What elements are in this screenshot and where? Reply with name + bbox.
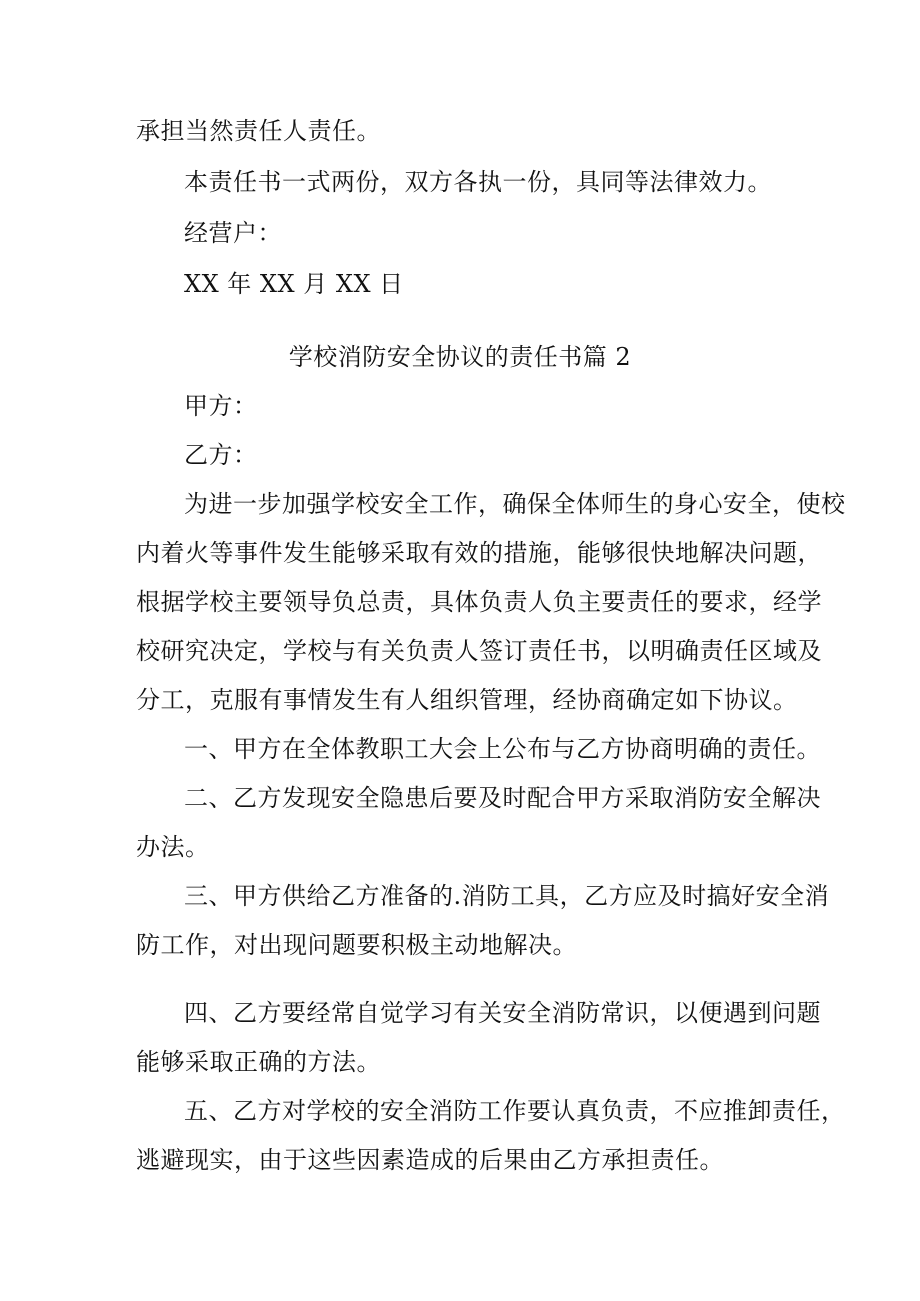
clause-2: 二、乙方发现安全隐患后要及时配合甲方采取消防安全解决 — [184, 784, 821, 812]
clause-2-cont: 办法。 — [136, 833, 210, 861]
clause-4: 四、乙方要经常自觉学习有关安全消防常识，以便遇到问题 — [184, 999, 821, 1027]
clause-5: 五、乙方对学校的安全消防工作要认真负责，不应推卸责任， — [184, 1097, 846, 1125]
clause-5-cont: 逃避现实，由于这些因素造成的后果由乙方承担责任。 — [136, 1146, 724, 1174]
paragraph-line: 为进一步加强学校安全工作，确保全体师生的身心安全，使校 — [184, 490, 846, 518]
text-line: 承担当然责任人责任。 — [136, 117, 381, 145]
paragraph-line: 内着火等事件发生能够采取有效的措施，能够很快地解决问题， — [136, 539, 822, 567]
date-line: XX 年 XX 月 XX 日 — [184, 270, 404, 298]
paragraph-line: 校研究决定，学校与有关负责人签订责任书，以明确责任区域及 — [136, 637, 822, 665]
party-a-label: 甲方： — [184, 392, 258, 420]
party-b-label: 乙方： — [184, 441, 258, 469]
signature-label: 经营户： — [184, 219, 282, 247]
paragraph-line: 分工，克服有事情发生有人组织管理，经协商确定如下协议。 — [136, 686, 798, 714]
clause-3-cont: 防工作，对出现问题要积极主动地解决。 — [136, 931, 577, 959]
clause-1: 一、甲方在全体教职工大会上公布与乙方协商明确的责任。 — [184, 735, 821, 763]
section-title: 学校消防安全协议的责任书篇 2 — [288, 343, 632, 371]
clause-3: 三、甲方供给乙方准备的.消防工具，乙方应及时搞好安全消 — [184, 882, 830, 910]
text-line: 本责任书一式两份，双方各执一份，具同等法律效力。 — [184, 168, 772, 196]
paragraph-line: 根据学校主要领导负总责，具体负责人负主要责任的要求，经学 — [136, 588, 822, 616]
clause-4-cont: 能够采取正确的方法。 — [136, 1048, 381, 1076]
